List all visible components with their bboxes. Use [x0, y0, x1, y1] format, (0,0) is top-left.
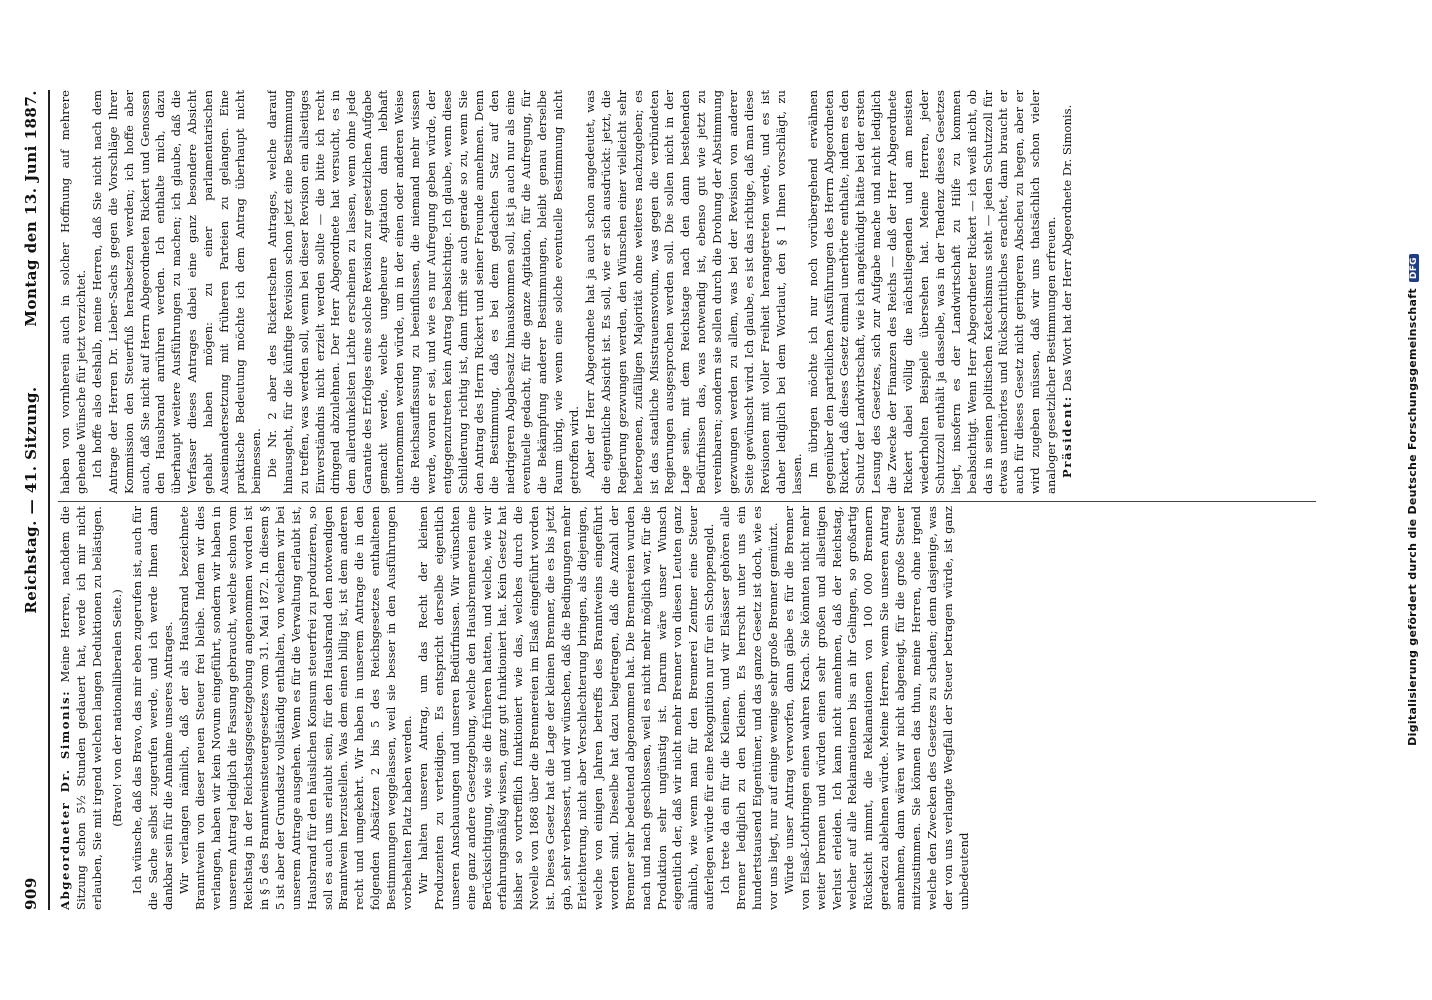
paragraph: Ich wünsche, daß das Bravo, das mir eben zugerufen ist, auch für die Sache selbst zugerufen werde, und ich werde Ihnen dann dankbar sein für die Annahme unseres Antrages.	[129, 506, 176, 910]
header-title: Reichstag. — 41. Sitzung.	[22, 386, 40, 614]
running-header	[18, 90, 48, 910]
paragraph: Wir verlangen nämlich, daß der als Hausbrand bezeichnete Branntwein von dieser neuen Steuer frei bleibe. Indem wir dies verlangen, haben wir kein Novum eingeführt, sondern wir haben in unserem Antrag lediglich die Fassung gebraucht, welche schon vom Reichstag in der Reichstagsgesetzgebung angenommen worden ist in § 5 des Branntweinsteuergesetzes vom 31. Mai 1872. In diesem § 5 ist aber der Grundsatz vollständig enthalten, von welchem wir bei unserem Antrage ausgehen. Wenn es für die Verwaltung erlaubt ist, Hausbrand für den häuslichen Konsum steuerfrei zu produzieren, so soll es auch uns erlaubt sein, für den Hausbrand den notwendigen Branntwein herzustellen. Was dem einen billig ist, ist dem anderen recht und umgekehrt. Wir haben in unserem Antrage die in den folgenden Absätzen 2 bis 5 des Reichsgesetzes enthaltenen Bestimmungen weggelassen, weil sie besser in den Ausführungen vorbehalten Platz haben werden.	[177, 506, 415, 910]
stage-direction: (Bravo! von der nationalliberalen Seite.)	[109, 589, 124, 827]
paragraph: Ich trete da ein für die Kleinen, und wir Elsässer gehören alle Brenner lediglich zu den Kleinen. Es herrscht unter uns ein hundertstausend Eigentümer, und das ganze Gesetz ist doch, wie es vor uns liegt, nur auf einige wenige sehr große Brenner gemünzt.	[718, 506, 780, 910]
paragraph	[1060, 90, 1076, 494]
digitization-footer	[1406, 0, 1419, 1000]
page-number: 909	[22, 877, 40, 910]
footer-text: Digitalisierung gefördert durch die Deutsche Forschungsgemeinschaft	[1406, 288, 1419, 746]
right-column	[58, 90, 1316, 494]
header-date: Montag den 13. Juni 1887.	[22, 90, 40, 327]
paragraph: haben von vornherein auch in solcher Hoffnung auf mehrere gehende Wünsche für jetzt verzichtet.	[58, 90, 88, 494]
paragraph-text: Das Wort hat der Herr Abgeordnete Dr. Simonis.	[1060, 104, 1075, 392]
paragraph: Wir halten unseren Antrag, um das Recht der kleinen Produzenten zu verteidigen. Es entspricht derselbe eigentlich unseren Anschauungen und unseren Bedürfnissen. Wir wünschten eine ganz andere Gesetzgebung, welche den Hausbrennereien eine Berücksichtigung, wie sie die früheren hatten, und welche, wie wir erfahrungsmäßig wissen, ganz gut funktioniert hat. Kein Gesetz hat bisher so vortrefflich funktioniert wie das, welches durch die Novelle von 1868 über die Brennereien im Elsaß eingeführt worden ist. Dieses Gesetz hat die Lage der kleinen Brenner, die es bis jetzt gab, sehr verbessert, und wir wünschen, daß die Bedingungen mehr Erleichterung, nicht aber Verschlechterung bringen, als diejenigen, welche von einigen Jahren betreffs des Branntweins eingeführt worden sind. Dieselbe hat dazu beigetragen, daß die Anzahl der Brenner sehr bedeutend abgenommen hat. Die Brennereien wurden nach und nach geschlossen, weil es nicht mehr möglich war, für die Produktion sehr ungünstig ist. Darum wäre unser Wunsch eigentlich der, daß wir nicht mehr Brenner von diesen Leuten ganz ähnlich, wie wenn man für den Brennerei Zentner eine Steuer auferlegen würde für eine Rekognition nur für ein Schoppengeld.	[415, 506, 717, 910]
header-rule	[48, 90, 50, 910]
paragraph	[58, 506, 106, 910]
speaker-name: Präsident:	[1060, 395, 1075, 478]
left-column	[58, 506, 1316, 910]
column-divider	[58, 501, 1316, 502]
paragraph: Ich hoffe also deshalb, meine Herren, daß Sie nicht nach dem Antrage der Herren Dr. Lieber-Sachs gegen die Vorschläge Ihrer Kommission den Steuerfuß herabsetzen werden; ich hoffe aber auch, daß Sie nicht auf Herrn Abgeordneten Rickert und Genossen den Hausbrand anrühren werden. Ich enthalte mich, dazu überhaupt weitere Ausführungen zu machen; ich glaube, daß die Verfasser dieses Antrages dabei eine ganz besondere Absicht gehabt haben mögen: zu einer parlamentarischen Auseinandersetzung mit früheren Parteien zu gelangen. Eine praktische Bedeutung möchte ich dem Antrag überhaupt nicht beimessen.	[89, 90, 263, 494]
dfg-logo: DFG	[1409, 254, 1419, 282]
paragraph: Würde unser Antrag verworfen, dann gäbe es für die Brenner von Elsaß-Lothringen einen wahren Krach. Sie könnten nicht mehr weiter brennen und würden einen sehr großen und allseitigen Verlust erleiden. Ich kann nicht annehmen, daß der Reichstag, welcher auf alle Reklamationen bis an ihr Gelingen, so großartig Rücksicht nimmt, die Reklamationen von 100 000 Brennern geradezu ablehnen würde. Meine Herren, wenn Sie unseren Antrag annehmen, dann wären wir nicht abgeneigt, für die große Steuer mitzustimmen. Sie können das thun, meine Herren, ohne irgend welche den Zwecken des Gesetzes zu schaden; denn dasjenige, was der von uns verlangte Wegfall der Steuer betragen würde, ist ganz unbedeutend	[781, 506, 971, 910]
paragraph: Die Nr. 2 aber des Rickertschen Antrages, welche darauf hinausgeht, für die künftige Revision schon jetzt eine Bestimmung zu treffen, was werden soll, wenn bei dieser Revision ein allseitiges Einverständnis nicht erzielt werden sollte — die bitte ich recht dringend abzulehnen. Der Herr Abgeordnete hat versucht, es in dem allerdunkelsten Lichte erscheinen zu lassen, wenn ohne jede Garantie des Erfolges eine solche Revision zur gesetzlichen Aufgabe gemacht werde, welche ungeheure Agitation dann lebhaft unternommen werden würde, um in der einen oder anderen Weise die Reichsauffassung zu beeinflussen, die niemand mehr wissen werde, woran er sei, und wie es nur Aufregung geben würde, der entgegenzutreten kein Antrag beabsichtige. Ich glaube, wenn diese Schilderung richtig ist, dann trifft sie auch gerade so zu, wenn Sie den Antrag des Herrn Rickert und seiner Freunde annehmen. Denn die Bestimmung, daß es bei dem gedachten Satz auf den niedrigeren Abgabesatz hinauskommen soll, ist ja auch nur als eine eventuelle gedacht, für die ganze Agitation, für die Aufregung, für die Bekämpfung anderer Bestimmungen, bleibt genau derselbe Raum übrig, wie wenn eine solche eventuelle Bestimmung nicht getroffen wird.	[264, 90, 581, 494]
speaker-name: Abgeordneter Dr. Simonis:	[58, 689, 72, 910]
paragraph: Aber der Herr Abgeordnete hat ja auch schon angedeutet, was die eigentliche Absicht ist. Es soll, wie er sich ausdrückt: jetzt, die Regierung gezwungen werden, den Wünschen einer vielleicht sehr heterogenen, zufälligen Majorität ohne weiteres nachzugeben; es ist das staatliche Misstrauensvotum, was gegen die verbündeten Regierungen ausgesprochen werden soll. Die sollen nicht in der Lage sein, mit dem Reichstage nach den dann bestehenden Bedürfnissen das, was notwendig ist, ebenso gut wie jetzt zu vereinbaren; sondern sie sollen durch die Drohung der Abstimmung gezwungen werden zu allem, was bei der Revision von anderer Seite gewünscht wird. Ich glaube, es ist das richtige, daß man diese Revisionen mit voller Freiheit herangetreten werde, und es ist daher lediglich bei dem Wortlaut, den § 1 Ihnen vorschlägt, zu lassen.	[582, 90, 804, 494]
paragraph: Im übrigen möchte ich nur noch vorübergehend erwähnen gegenüber den parteilichen Ausführungen des Herrn Abgeordneten Rickert, daß dieses Gesetz einmal unerhörte enthalte, indem es den Schutz der Landwirtschaft, wie ich angekündigt hätte bei der ersten Lesung des Gesetzes, sich zur Aufgabe mache und nicht lediglich die Zwecke der Finanzen des Reichs — daß der Herr Abgeordnete Rickert dabei völlig die nächstliegenden und am meisten wiederholten Beispiele übersehen hat. Meine Herren, jeder Schutzzoll enthält ja dasselbe, was in der Tendenz dieses Gesetzes liegt, insofern es der Landwirtschaft zu Hilfe zu kommen beabsichtigt. Wenn Herr Abgeordneter Rickert — ich weiß nicht, ob das in seinen politischen Katechismus steht — jeden Schutzzoll für etwas unerhörtes und Rückschrittliches erachtet, dann braucht er auch für dieses Gesetz nicht geringeren Abscheu zu hegen, aber er wird zugeben müssen, daß wir uns thatsächlich schon vieler analoger gesetzlicher Bestimmungen erfreuen.	[805, 90, 1059, 494]
paragraph-text: Meine Herren, nachdem die Sitzung schon 5½ Stunden gedauert hat, werde ich mir nicht erlauben, Sie mit irgend welchen langen Deduktionen zu belästigen.	[58, 506, 104, 910]
